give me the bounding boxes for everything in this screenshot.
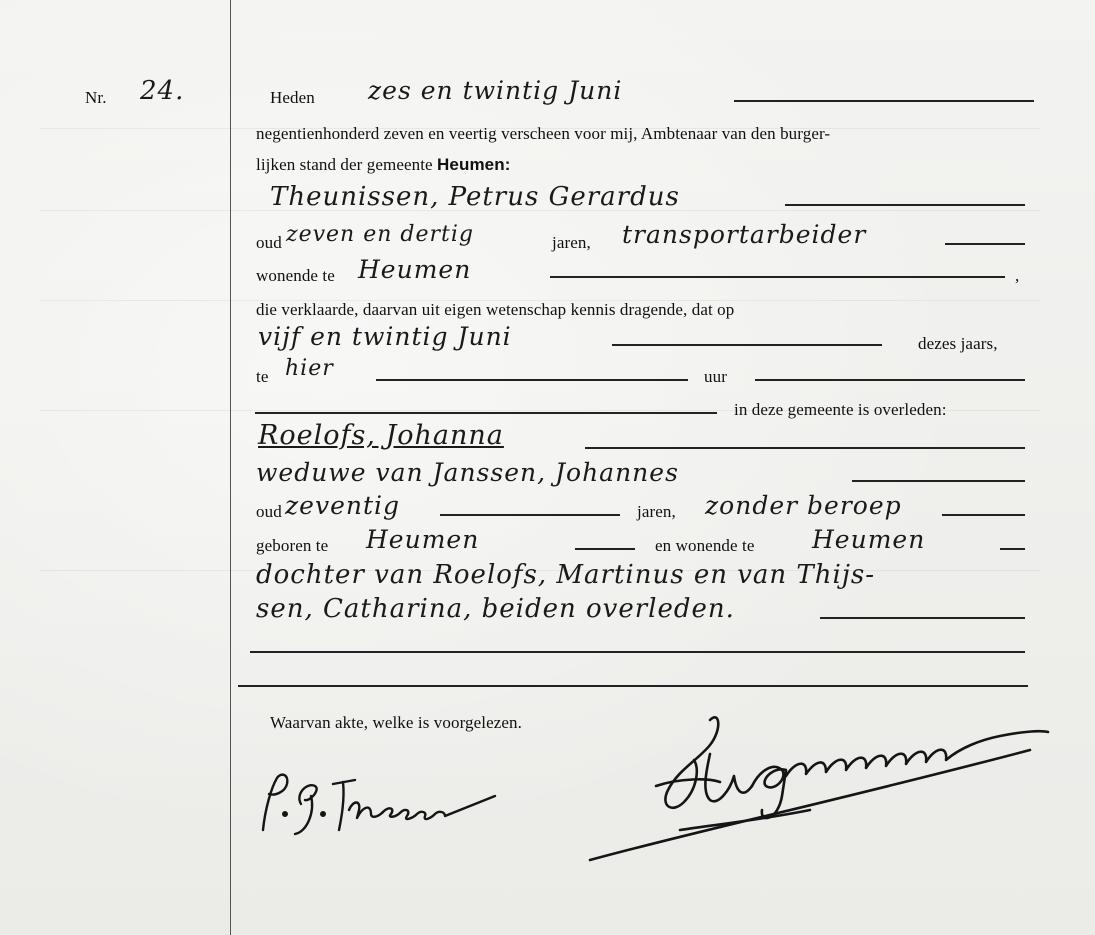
te-label: te (256, 367, 269, 386)
wonende-label: wonende te (256, 266, 335, 285)
fill-line (612, 344, 882, 346)
heden-label: Heden (270, 88, 315, 107)
declarant-age: zeven en dertig (286, 222, 474, 247)
deceased-name: Roelofs, Johanna (258, 420, 504, 451)
blank-line (238, 685, 1028, 687)
blank-line (250, 651, 1025, 653)
margin-rule (230, 0, 231, 935)
gemeente-label: lijken stand der gemeente (256, 155, 433, 174)
deceased-relation: weduwe van Janssen, Johannes (256, 458, 679, 487)
closing-statement: Waarvan akte, welke is voorgelezen. (270, 713, 522, 732)
official-signature (560, 700, 1060, 880)
wonende2-label: en wonende te (655, 536, 755, 555)
death-date: vijf en twintig Juni (258, 322, 512, 351)
fill-line (820, 617, 1025, 619)
jaren-label: jaren, (552, 233, 591, 252)
heden-date: zes en twintig Juni (368, 76, 623, 105)
fill-line (440, 514, 620, 516)
jaren2-label: jaren, (637, 502, 676, 521)
declarant-signature (245, 760, 515, 850)
fill-line (755, 379, 1025, 381)
overleden-label: in deze gemeente is overleden: (734, 400, 947, 419)
record-number: 24. (140, 76, 185, 106)
declarant-name: Theunissen, Petrus Gerardus (270, 182, 680, 212)
comma: , (1015, 266, 1020, 285)
deceased-occupation: zonder beroep (705, 491, 902, 520)
preamble-line: negentienhonderd zeven en veertig verscheen voor mij, Ambtenaar van den burger- (256, 124, 831, 143)
fill-line (942, 514, 1025, 516)
declarant-residence: Heumen (358, 255, 472, 284)
declarant-occupation: transportarbeider (622, 220, 867, 249)
deceased-residence: Heumen (812, 525, 926, 554)
verklaarde-line: die verklaarde, daarvan uit eigen wetenschap kennis dragende, dat op (256, 300, 735, 319)
fill-line (785, 204, 1025, 206)
gemeente-name: Heumen: (437, 155, 511, 174)
gemeente-line (256, 155, 510, 175)
death-place: hier (285, 356, 334, 381)
dezes-label: dezes jaars, (918, 334, 998, 353)
oud2-label: oud (256, 502, 282, 521)
fill-line (575, 548, 635, 550)
fill-line (255, 412, 717, 414)
deceased-age: zeventig (285, 491, 401, 520)
uur-label: uur (704, 367, 727, 386)
record-number-label: Nr. (85, 88, 107, 107)
fill-line (1000, 548, 1025, 550)
oud-label: oud (256, 233, 282, 252)
fill-line (734, 100, 1034, 102)
geboren-label: geboren te (256, 536, 329, 555)
fill-line (376, 379, 688, 381)
parents-line-2: sen, Catharina, beiden overleden. (256, 594, 735, 624)
fill-line (852, 480, 1025, 482)
fill-line (550, 276, 1005, 278)
birth-place: Heumen (366, 525, 480, 554)
fill-line (585, 447, 1025, 449)
fill-line (945, 243, 1025, 245)
parents-line-1: dochter van Roelofs, Martinus en van Thijs- (256, 560, 876, 590)
